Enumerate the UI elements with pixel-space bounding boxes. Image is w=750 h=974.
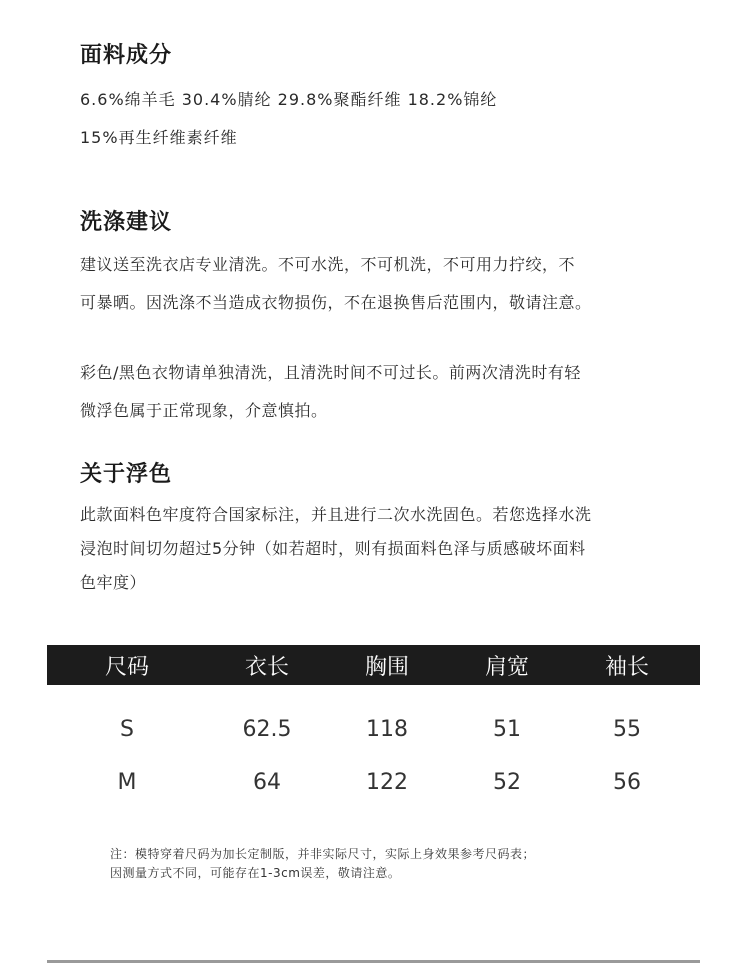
wash-title: 洗涤建议	[80, 210, 173, 235]
table-cell: 52	[493, 769, 521, 795]
paragraph-gap	[80, 322, 700, 354]
table-cell: M	[117, 769, 137, 795]
fabric-line: 15%再生纤维素纤维	[80, 128, 238, 147]
bottom-divider	[47, 960, 700, 963]
table-cell: 62.5	[242, 716, 292, 742]
wash-line: 微浮色属于正常现象，介意慎拍。	[80, 401, 328, 420]
wash-line: 彩色/黑色衣物请单独清洗，且清洗时间不可过长。前两次清洗时有轻	[80, 363, 581, 382]
table-cell: 118	[366, 716, 408, 742]
fading-line: 此款面料色牢度符合国家标注，并且进行二次水洗固色。若您选择水洗	[80, 505, 592, 524]
size-note	[110, 845, 710, 883]
fading-line: 浸泡时间切勿超过5分钟（如若超时，则有损面料色泽与质感破坏面料	[80, 539, 586, 558]
table-cell: 122	[366, 769, 408, 795]
fading-section	[80, 457, 700, 600]
fading-title: 关于浮色	[80, 462, 173, 487]
table-cell: 56	[613, 769, 641, 795]
table-cell: 55	[613, 716, 641, 742]
header-cell: 袖长	[604, 654, 649, 680]
fabric-title: 面料成分	[80, 43, 173, 68]
header-cell: 尺码	[104, 654, 149, 680]
wash-line: 可暴晒。因洗涤不当造成衣物损伤，不在退换售后范围内，敬请注意。	[80, 293, 592, 312]
table-row	[47, 762, 700, 802]
table-cell: S	[120, 716, 134, 742]
fading-line: 色牢度）	[80, 573, 147, 592]
size-table	[47, 645, 700, 802]
fabric-section	[80, 38, 700, 157]
table-cell: 64	[253, 769, 281, 795]
size-table-header	[47, 645, 700, 685]
note-line: 注：模特穿着尺码为加长定制版，并非实际尺寸，实际上身效果参考尺码表；	[110, 847, 536, 861]
fabric-line: 6.6%绵羊毛 30.4%腈纶 29.8%聚酯纤维 18.2%锦纶	[80, 90, 498, 109]
header-cell: 肩宽	[484, 654, 529, 680]
wash-line: 建议送至洗衣店专业清洗。不可水洗，不可机洗，不可用力拧绞，不	[80, 255, 576, 274]
wash-section	[80, 205, 700, 430]
header-cell: 衣长	[244, 654, 289, 680]
table-row	[47, 709, 700, 749]
header-cell: 胸围	[364, 654, 409, 680]
note-line: 因测量方式不同，可能存在1-3cm误差，敬请注意。	[110, 866, 401, 880]
table-cell: 51	[493, 716, 521, 742]
